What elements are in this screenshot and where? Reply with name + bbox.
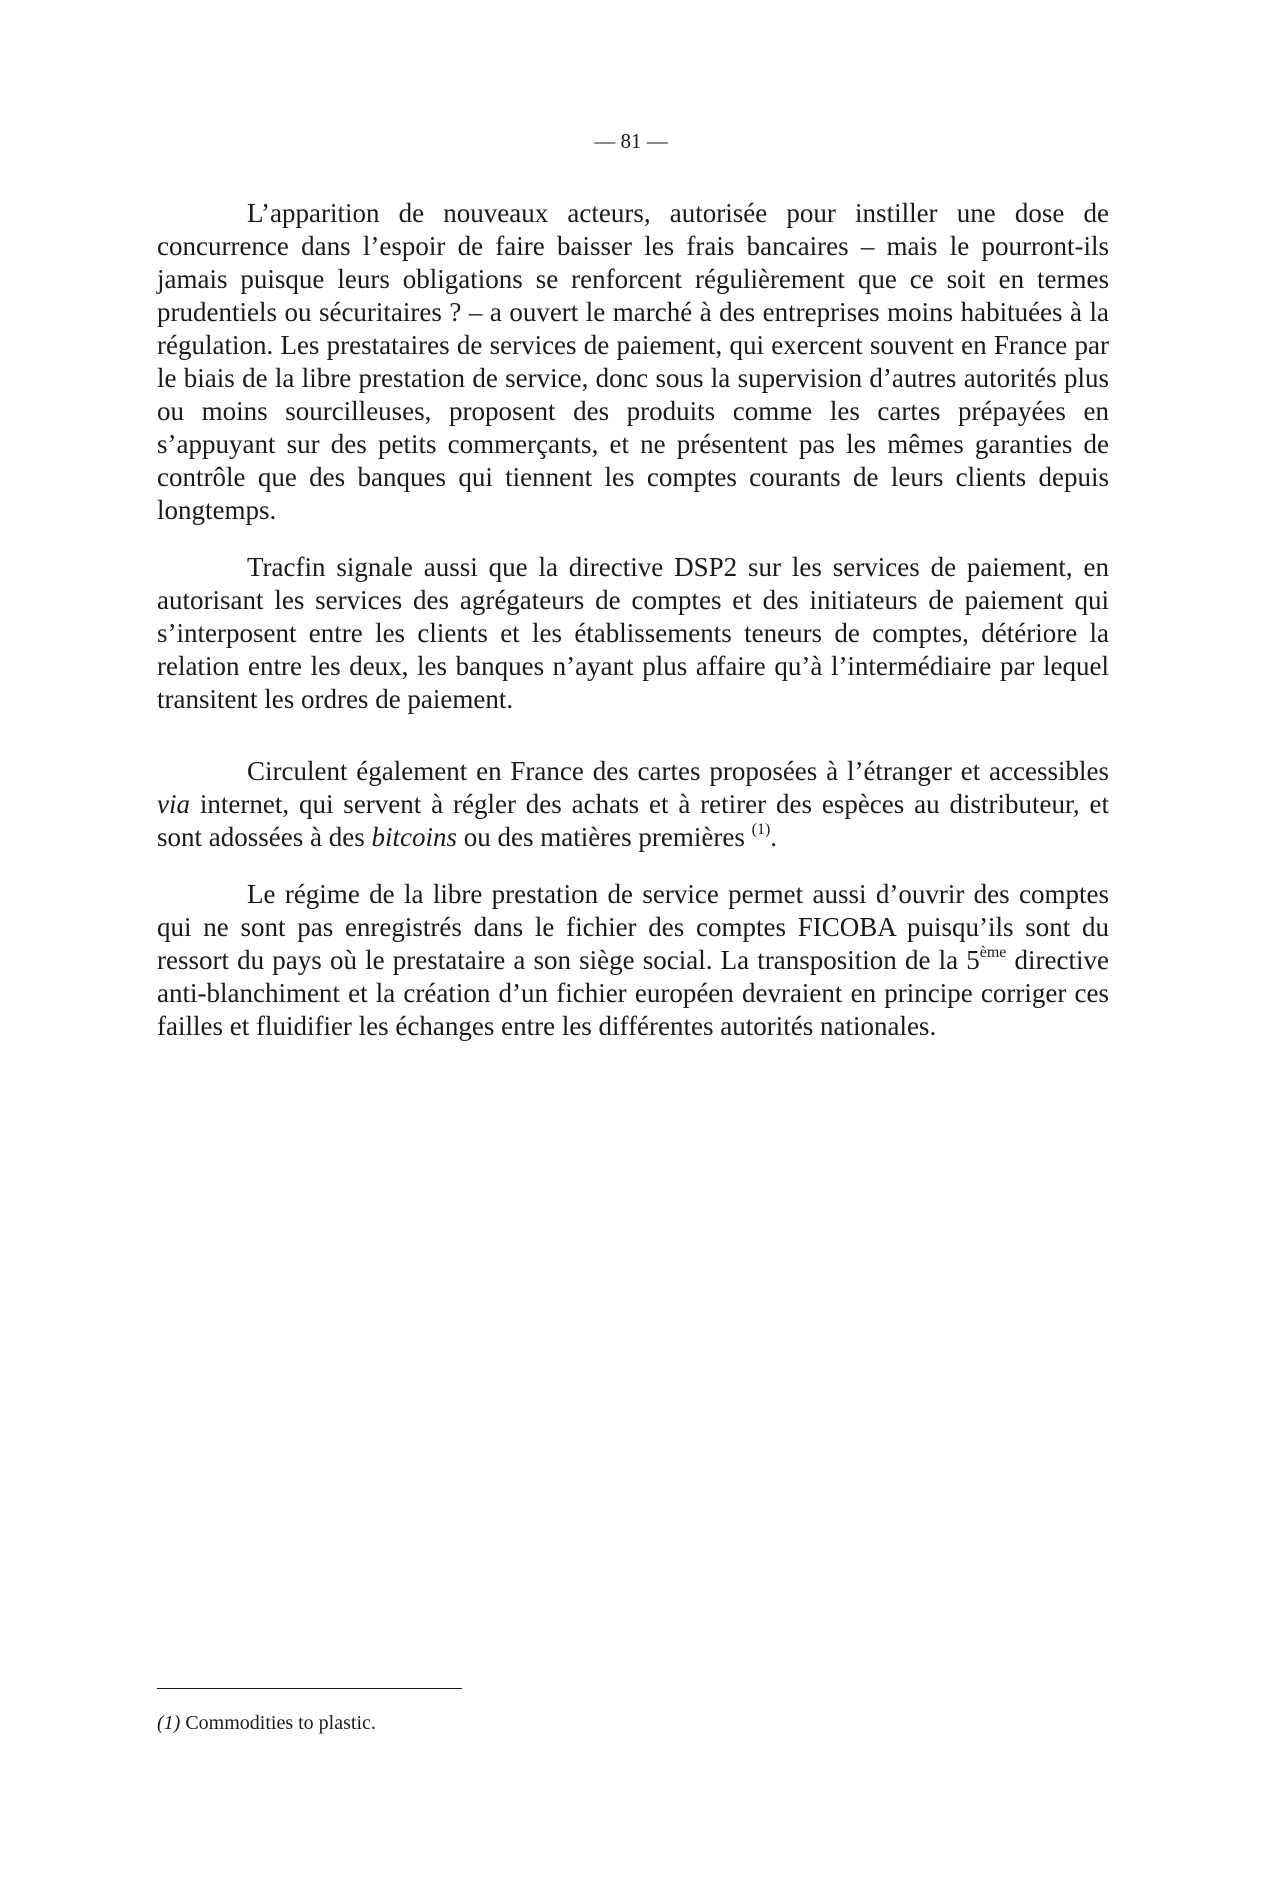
italic-term-bitcoins: bitcoins bbox=[371, 822, 457, 852]
body-text bbox=[157, 197, 1109, 1043]
footnote-reference: (1) bbox=[751, 821, 771, 838]
paragraph-text: Le régime de la libre prestation de service permet aussi d’ouvrir des comptes qui ne sont pas enregistrés dans le fichier des comptes FICOBA puisqu’ils sont du ressort du pays où le prestataire a son siège social. La transposition de la 5 bbox=[157, 879, 1109, 975]
paragraph-tracfin-dsp2: Tracfin signale aussi que la directive DSP2 sur les services de paiement, en autorisant les services des agrégateurs de comptes et des initiateurs de paiement qui s’interposent entre les clients et les établissements teneurs de comptes, détériore la relation entre les deux, les banques n’ayant plus affaire qu’à l’intermédiaire par lequel transitent les ordres de paiement. bbox=[157, 552, 1109, 714]
paragraph-free-provision bbox=[157, 878, 1109, 1043]
paragraph-foreign-cards bbox=[157, 755, 1109, 854]
footnote-separator bbox=[157, 1688, 462, 1689]
paragraph-text: Circulent également en France des cartes proposées à l’étranger et accessibles bbox=[247, 756, 1109, 786]
ordinal-superscript: ème bbox=[979, 944, 1007, 961]
footnote bbox=[157, 1711, 1057, 1735]
paragraph-text: internet, qui servent à régler des achats et à retirer des espèces au distributeur, et sont adossées à des bbox=[157, 789, 1109, 852]
paragraph-text: ou des matières premières bbox=[456, 822, 752, 852]
footnote-text: Commodities to plastic. bbox=[180, 1712, 376, 1734]
paragraph-text: directive anti-blanchiment et la création d’un fichier européen devraient en principe corriger ces failles et fluidifier les échanges entre les différentes autorités nationales. bbox=[157, 945, 1109, 1041]
paragraph-text: . bbox=[770, 822, 778, 852]
paragraph-new-actors: L’apparition de nouveaux acteurs, autorisée pour instiller une dose de concurrence dans l’espoir de faire baisser les frais bancaires – mais le pourront-ils jamais puisque leurs obligations se renforcent régulièrement que ce soit en termes prudentiels ou sécuritaires ? – a ouvert le marché à des entreprises moins habituées à la régulation. Les prestataires de services de paiement, qui exercent souvent en France par le biais de la libre prestation de service, donc sous la supervision d’autres autorités plus ou moins sourcilleuses, proposent des produits comme les cartes prépayées en s’appuyant sur des petits commerçants, et ne présentent pas les mêmes garanties de contrôle que des banques qui tiennent les comptes courants de leurs clients depuis longtemps. bbox=[157, 198, 1109, 525]
page-number: — 81 — bbox=[594, 129, 668, 153]
italic-term-via: via bbox=[157, 789, 190, 819]
footnote-marker: (1) bbox=[157, 1712, 181, 1734]
